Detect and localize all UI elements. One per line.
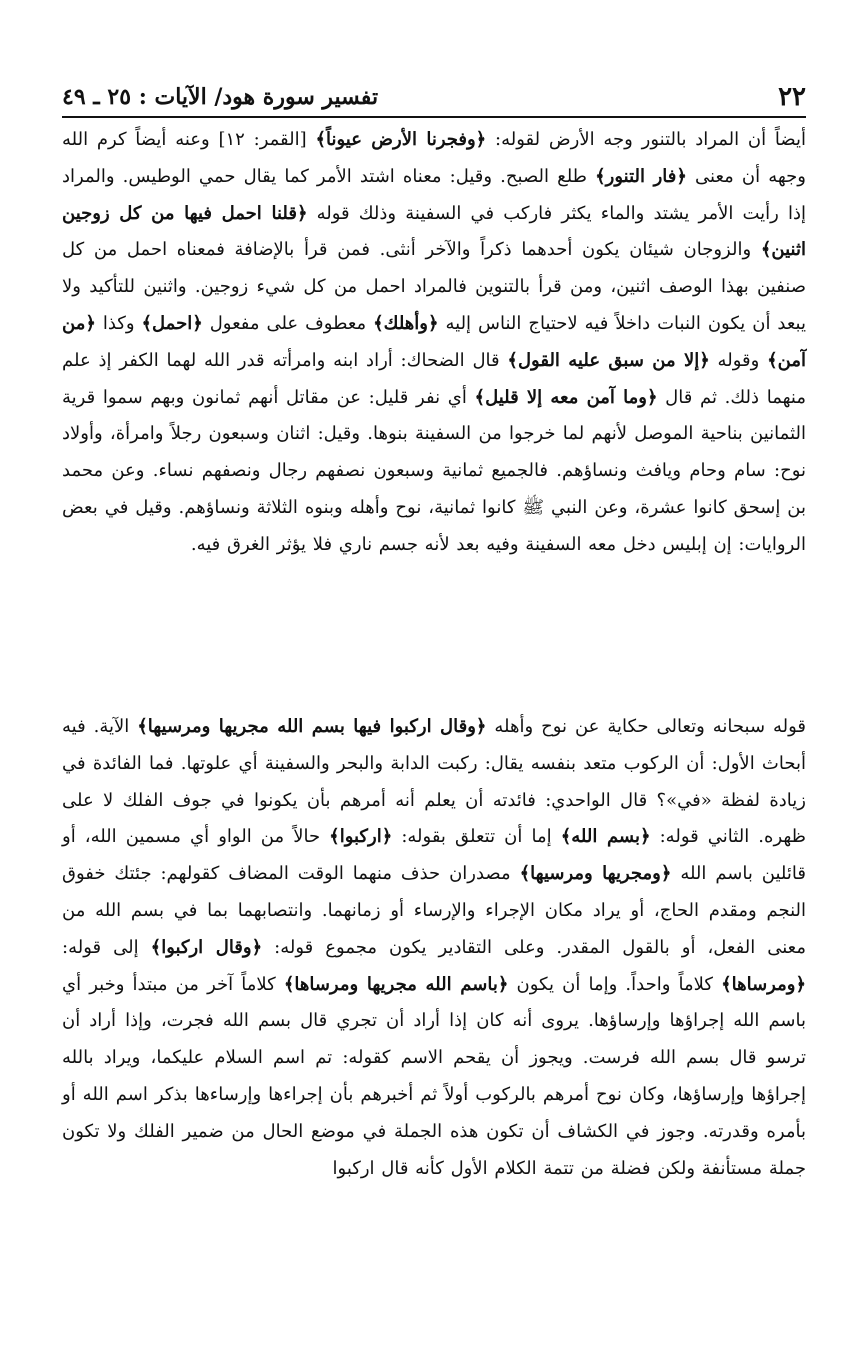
quran-quote: ﴿وما آمن معه إلا قليل﴾ xyxy=(474,386,658,408)
quran-quote: ﴿قلنا احمل فيها من كل زوجين اثنين﴾ xyxy=(62,202,806,261)
quran-quote: ﴿احمل﴾ xyxy=(141,312,203,334)
commentary-paragraph-1 xyxy=(62,122,806,564)
commentary-text: وكذا xyxy=(95,312,142,334)
quran-quote: ﴿وقال اركبوا فيها بسم الله مجريها ومرسيها﴾ xyxy=(137,716,487,737)
commentary-text: إما أن تتعلق بقوله: xyxy=(392,826,561,848)
running-title: تفسير سورة هود/ الآيات : ٢٥ ـ ٤٩ xyxy=(62,84,379,110)
quran-quote: ﴿من آمن﴾ xyxy=(62,312,806,371)
commentary-text: [القمر: ١٢] وعنه أيضاً كرم الله وجهه أن معنى xyxy=(62,129,806,187)
commentary-text: مصدران حذف منهما الوقت المضاف كقولهم: جئتك خفوق النجم ومقدم الحاج، أو يراد مكان الإجراء والإرساء أو زمانهما. وانتصابهما بما في بسم الله من معنى الفعل، أو بالقول المقدر. وعلى التقادير يكون مجموع قوله: xyxy=(62,863,806,958)
quran-quote: ﴿اركبوا﴾ xyxy=(329,826,393,848)
quran-quote: ﴿إلا من سبق عليه القول﴾ xyxy=(507,349,710,371)
page-header xyxy=(62,80,806,112)
commentary-paragraph-2 xyxy=(62,709,806,1187)
quran-quote: ﴿ومرساها﴾ xyxy=(721,973,806,995)
quran-quote: ﴿فار التنور﴾ xyxy=(595,165,687,187)
commentary-text: أيضاً أن المراد بالتنور وجه الأرض لقوله: xyxy=(486,129,806,150)
commentary-text: طلع الصبح. وقيل: معناه اشتد الأمر كما يقال حمي الوطيس. والمراد إذا رأيت الأمر يشتد والماء يكثر فاركب في السفينة وذلك قوله xyxy=(62,165,806,224)
quran-quote: ﴿ومجريها ومرسيها﴾ xyxy=(519,863,672,885)
commentary-text: أي نفر قليل: عن مقاتل أنهم ثمانون وبهم سموا قرية الثمانين بناحية الموصل لأنهم لما خرجوا من السفينة بنوها. وقيل: اثنان وسبعون رجلاً وامرأة، وأولاد نوح: سام وحام ويافث ونساؤهم. فالجميع ثمانية وسبعون نصفهم رجال ونصفهم نساء. وعن محمد بن إسحق كانوا عشرة، وعن النبي ﷺ كانوا ثمانية، نوح وأهله وبنوه الثلاثة ونساؤهم. وقيل في بعض الروايات: إن إبليس دخل معه السفينة وفيه بعد لأنه جسم ناري فلا يؤثر الغرق فيه. xyxy=(62,386,806,555)
page-number: ٢٢ xyxy=(778,82,806,112)
commentary-text: والزوجان شيئان يكون أحدهما ذكراً والآخر أنثى. فمن قرأ بالإضافة فمعناه احمل من كل صنفين بهذا الوصف اثنين، ومن قرأ بالتنوين فالمراد احمل من كل شيء زوجين. واثنين للتأكيد ولا يبعد أن يكون النبات داخلاً فيه لاحتياج الناس إليه xyxy=(62,239,806,334)
commentary-text: قال الضحاك: أراد ابنه وامرأته قدر الله لهما الكفر إذ علم منهما ذلك. ثم قال xyxy=(62,349,806,408)
commentary-text: حالاً من الواو أي مسمين الله، أو قائلين باسم الله xyxy=(62,826,806,885)
quran-quote: ﴿بسم الله﴾ xyxy=(560,826,651,848)
header-rule xyxy=(62,116,806,118)
quran-quote: ﴿باسم الله مجريها ومرساها﴾ xyxy=(283,973,509,995)
commentary-text: كلاماً واحداً. وإما أن يكون xyxy=(508,973,722,995)
commentary-text: كلاماً آخر من مبتدأ وخبر أي باسم الله إجراؤها وإرساؤها. يروى أنه كان إذا أراد أن تجري قال بسم الله فجرت، وإذا أراد أن ترسو قال بسم الله فرست. ويجوز أن يقحم الاسم كقوله: تم اسم السلام عليكما، ويراد بالله إجراؤها وإرساؤها، وكان نوح أمرهم بالركوب أولاً ثم أخبرهم بأن إجراءها وإرساءها بذكر اسم الله أو بأمره وقدرته. وجوز في الكشاف أن تكون هذه الجملة في موضع الحال من ضمير الفلك ولا تكون جملة مستأنفة ولكن فضلة من تتمة الكلام الأول كأنه قال اركبوا xyxy=(62,973,806,1179)
quran-quote: ﴿وفجرنا الأرض عيوناً﴾ xyxy=(315,129,487,150)
quran-quote: ﴿وقال اركبوا﴾ xyxy=(150,936,263,958)
commentary-text: إلى قوله: xyxy=(62,936,151,958)
quran-quote: ﴿وأهلك﴾ xyxy=(373,312,439,334)
commentary-text: الآية. فيه أبحاث الأول: أن الركوب متعد بنفسه يقال: ركبت الدابة والبحر والسفينة أي علوتها. فما الفائدة في زيادة لفظة «في»؟ قال الواحدي: فائدته أن يعلم أنه أمرهم بأن يكونوا في جوف الفلك لا على ظهره. الثاني قوله: xyxy=(62,716,806,848)
commentary-text: معطوف على مفعول xyxy=(202,312,374,334)
commentary-text: قوله سبحانه وتعالى حكاية عن نوح وأهله xyxy=(486,716,806,737)
commentary-text: وقوله xyxy=(709,349,768,371)
